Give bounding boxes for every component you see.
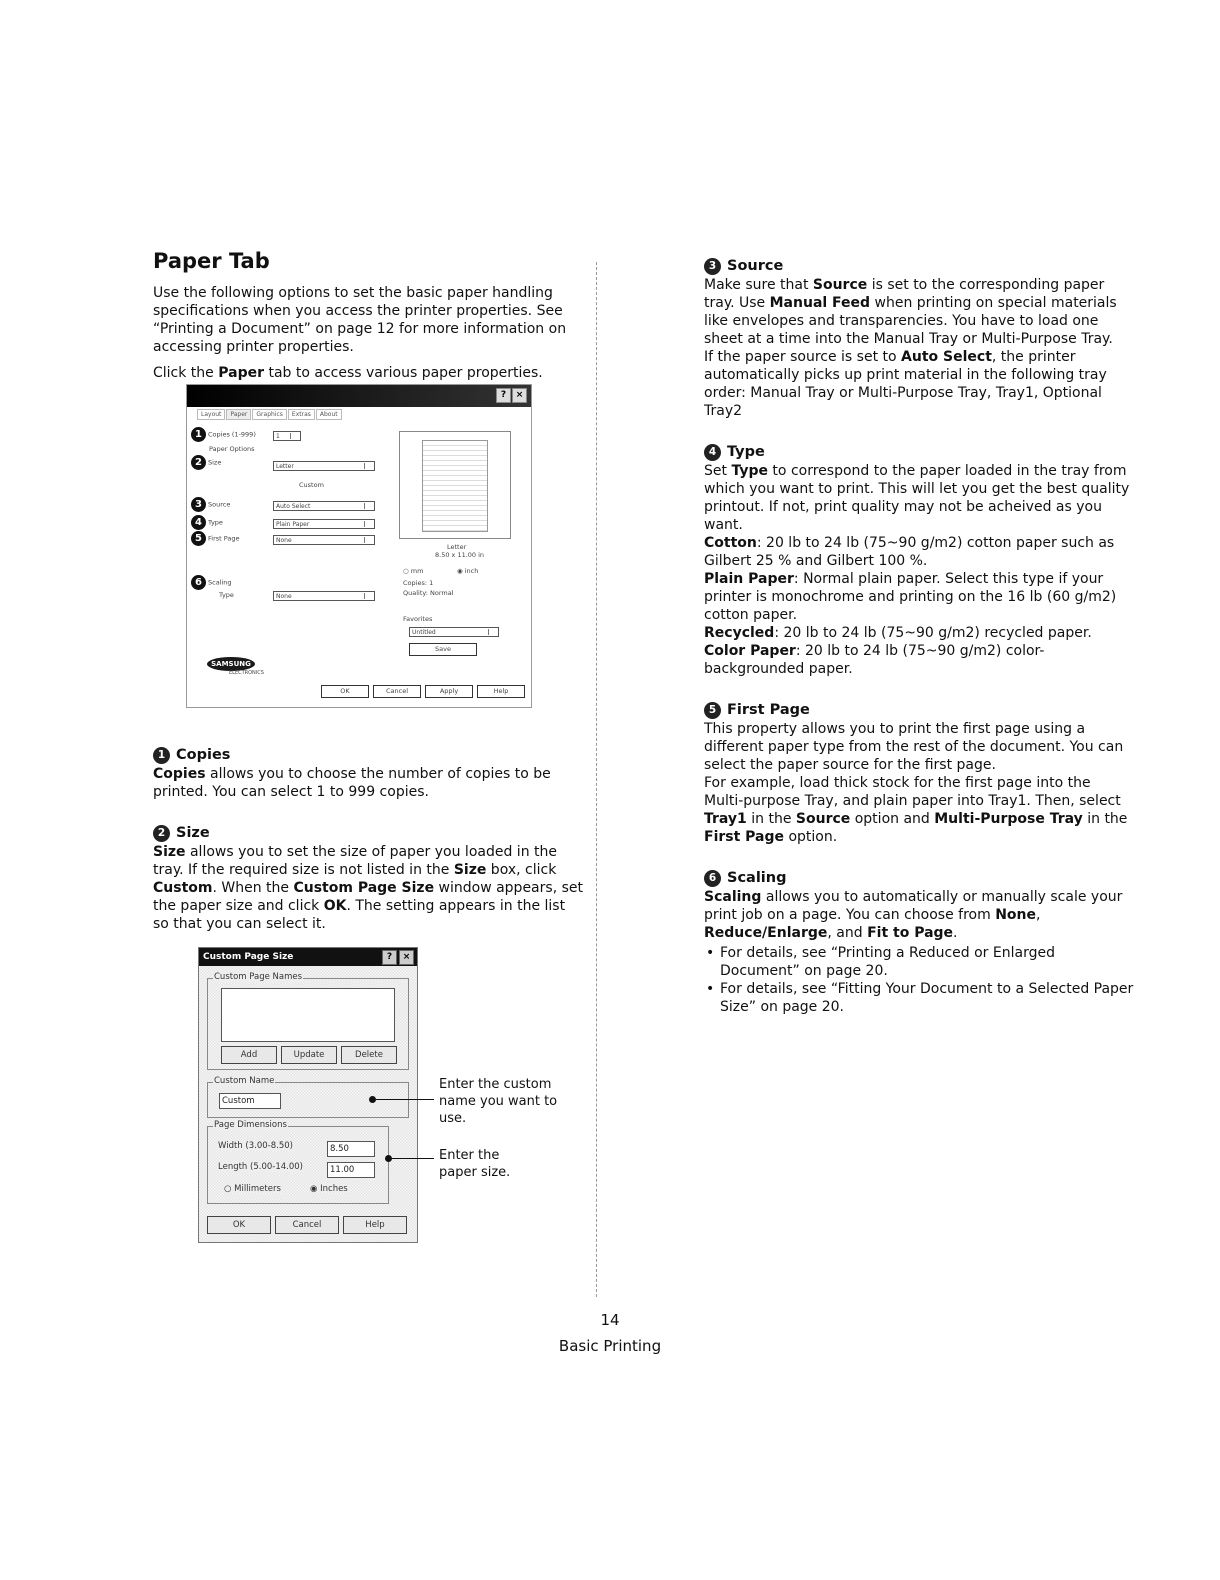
help-button: Help (477, 685, 525, 698)
marker-1: 1 (191, 427, 206, 442)
source-row: 3 Source (191, 497, 230, 512)
marker-5: 5 (191, 531, 206, 546)
marker-6: 6 (191, 575, 206, 590)
dialog-tabs (197, 411, 343, 418)
millimeters-radio: ○ Millimeters (224, 1184, 281, 1194)
add-button: Add (221, 1046, 277, 1064)
samsung-logo: SAMSUNG (207, 657, 255, 671)
size-row: 2 Size (191, 455, 221, 470)
cancel-button: Cancel (373, 685, 421, 698)
ok-button: OK (207, 1216, 271, 1234)
number-1-icon: 1 (153, 747, 170, 764)
type-heading: 4 Type (704, 442, 1134, 462)
page-preview-image (422, 440, 488, 532)
callout-line (376, 1099, 434, 1100)
paper-options-label: Paper Options (209, 445, 255, 453)
left-sections (153, 745, 585, 955)
copies-text: Copies allows you to choose the number of copies to be printed. You can select 1 to 999 copies. (153, 766, 551, 800)
first-page-text-1: This property allows you to print the first page using a different paper type from the rest of the document. You can select the paper source for the first page. (704, 721, 1124, 773)
type-text: Set Type to correspond to the paper loaded in the tray from which you want to print. This will let you get the best quality printout. If not, print quality may not be acheived as you want. (704, 463, 1130, 533)
width-field: 8.50 (327, 1141, 375, 1157)
number-2-icon: 2 (153, 825, 170, 842)
callout-line (392, 1158, 434, 1159)
page-number: 14 (600, 1311, 620, 1329)
page-dimensions-label: Page Dimensions (214, 1120, 287, 1130)
printer-properties-screenshot (186, 384, 532, 708)
scaling-bullets (704, 944, 1134, 1016)
tab-extras: Extras (288, 409, 315, 420)
update-button: Update (281, 1046, 337, 1064)
scaling-section (704, 868, 1134, 1016)
callout-name: Enter the custom name you want to use. (439, 1077, 558, 1126)
custom-name-label: Custom Name (214, 1076, 275, 1086)
type-plain: Plain Paper: Normal plain paper. Select this type if your printer is monochrome and printing on the 16 lb (60 g/m2) cotton paper. (704, 571, 1117, 623)
inches-radio: ◉ Inches (310, 1184, 348, 1194)
source-text-2: If the paper source is set to Auto Select, the printer automatically picks up print material in the following tray order: Manual Tray or Multi-Purpose Tray, Tray1, Optional Tray2 (704, 349, 1107, 419)
paper-preview (399, 431, 511, 539)
dialog-titlebar (187, 385, 531, 407)
list-item: • For details, see “Printing a Reduced or Enlarged Document” on page 20. (718, 944, 1134, 980)
cancel-button: Cancel (275, 1216, 339, 1234)
tab-about: About (316, 409, 342, 420)
scaling-heading: 6 Scaling (704, 868, 1134, 888)
type-row: 4 Type (191, 515, 223, 530)
preview-dimensions: 8.50 x 11.00 in (435, 551, 485, 559)
inch-radio: ◉ inch (457, 567, 479, 575)
logo-subtitle: ELECTRONICS (229, 670, 264, 676)
right-column (704, 256, 1134, 1038)
custom-page-size-screenshot (198, 947, 418, 1243)
type-section (704, 442, 1134, 678)
length-field: 11.00 (327, 1162, 375, 1178)
copies-row: 1 Copies (1-999) (191, 427, 256, 442)
column-divider (596, 262, 597, 1297)
copies-heading: 1 Copies (153, 745, 585, 765)
size-select: Letter (273, 461, 375, 471)
favorites-select: Untitled (409, 627, 499, 637)
delete-button: Delete (341, 1046, 397, 1064)
scaling-type-label: Type (219, 591, 234, 599)
left-column (153, 248, 585, 382)
first-page-row: 5 First Page (191, 531, 239, 546)
marker-2: 2 (191, 455, 206, 470)
marker-4: 4 (191, 515, 206, 530)
tab-graphics: Graphics (252, 409, 287, 420)
type-select: Plain Paper (273, 519, 375, 529)
first-page-section (704, 700, 1134, 846)
type-color: Color Paper: 20 lb to 24 lb (75~90 g/m2) color-backgrounded paper. (704, 643, 1045, 677)
source-text-1: Make sure that Source is set to the corresponding paper tray. Use Manual Feed when printing on special materials like envelopes and transparencies. You have to load one sheet at a time into the Manual Tray or Multi-Purpose Tray. (704, 277, 1117, 347)
copies-section (153, 745, 585, 801)
custom-names-label: Custom Page Names (214, 972, 303, 982)
copies-field: 1 (273, 431, 301, 441)
size-heading: 2 Size (153, 823, 585, 843)
size-text: Size allows you to set the size of paper you loaded in the tray. If the required size is not listed in the Size box, click Custom. When the Custom Page Size window appears, set the paper size and click OK. The setting appears in the list so that you can select it. (153, 844, 583, 932)
custom-button: Custom (299, 481, 324, 489)
type-cotton: Cotton: 20 lb to 24 lb (75~90 g/m2) cotton paper such as Gilbert 25 % and Gilbert 100 %. (704, 535, 1115, 569)
mm-radio: ○ mm (403, 567, 424, 575)
page-title: Paper Tab (153, 249, 270, 273)
tab-paper: Paper (226, 409, 251, 420)
close-icon: × (399, 950, 414, 965)
help-icon: ? (496, 388, 511, 403)
footer-section: Basic Printing (558, 1337, 662, 1355)
help-icon: ? (382, 950, 397, 965)
source-select: Auto Select (273, 501, 375, 511)
number-5-icon: 5 (704, 702, 721, 719)
list-item: • For details, see “Fitting Your Document to a Selected Paper Size” on page 20. (718, 980, 1134, 1016)
tab-layout: Layout (197, 409, 225, 420)
preview-paper-name: Letter (447, 543, 467, 551)
scaling-select: None (273, 591, 375, 601)
source-heading: 3 Source (704, 256, 1134, 276)
number-3-icon: 3 (704, 258, 721, 275)
callout-dot (385, 1155, 392, 1162)
first-page-text-2: For example, load thick stock for the first page into the Multi-purpose Tray, and plain paper into Tray1. Then, select Tray1 in the Source option and Multi-Purpose Tray in the First Page option. (704, 775, 1128, 845)
size-section (153, 823, 585, 933)
custom-names-list (221, 988, 395, 1042)
ok-button: OK (321, 685, 369, 698)
scaling-text: Scaling allows you to automatically or manually scale your print job on a page. You can choose from None, Reduce/Enlarge, and Fit to Page. (704, 889, 1123, 941)
quality-summary: Quality: Normal (403, 589, 454, 597)
length-label: Length (5.00-14.00) (218, 1162, 303, 1172)
intro-click-paragraph: Click the Paper tab to access various paper properties. (153, 365, 543, 381)
number-6-icon: 6 (704, 870, 721, 887)
custom-dialog-title: Custom Page Size ? × (199, 948, 417, 966)
marker-3: 3 (191, 497, 206, 512)
copies-summary: Copies: 1 (403, 579, 434, 587)
type-recycled: Recycled: 20 lb to 24 lb (75~90 g/m2) recycled paper. (704, 625, 1092, 641)
width-label: Width (3.00-8.50) (218, 1141, 293, 1151)
favorites-label: Favorites (403, 615, 433, 623)
source-section (704, 256, 1134, 420)
close-icon: × (512, 388, 527, 403)
first-page-heading: 5 First Page (704, 700, 1134, 720)
callout-dot (369, 1096, 376, 1103)
callout-size: Enter the paper size. (439, 1148, 511, 1180)
scaling-row: 6 Scaling (191, 575, 232, 590)
intro-paragraph: Use the following options to set the basic paper handling specifications when you access the printer properties. See “Printing a Document” on page 12 for more information on accessing printer properties. (153, 285, 567, 355)
number-4-icon: 4 (704, 444, 721, 461)
save-button: Save (409, 643, 477, 656)
help-button: Help (343, 1216, 407, 1234)
apply-button: Apply (425, 685, 473, 698)
custom-name-field: Custom (219, 1093, 281, 1109)
first-page-select: None (273, 535, 375, 545)
